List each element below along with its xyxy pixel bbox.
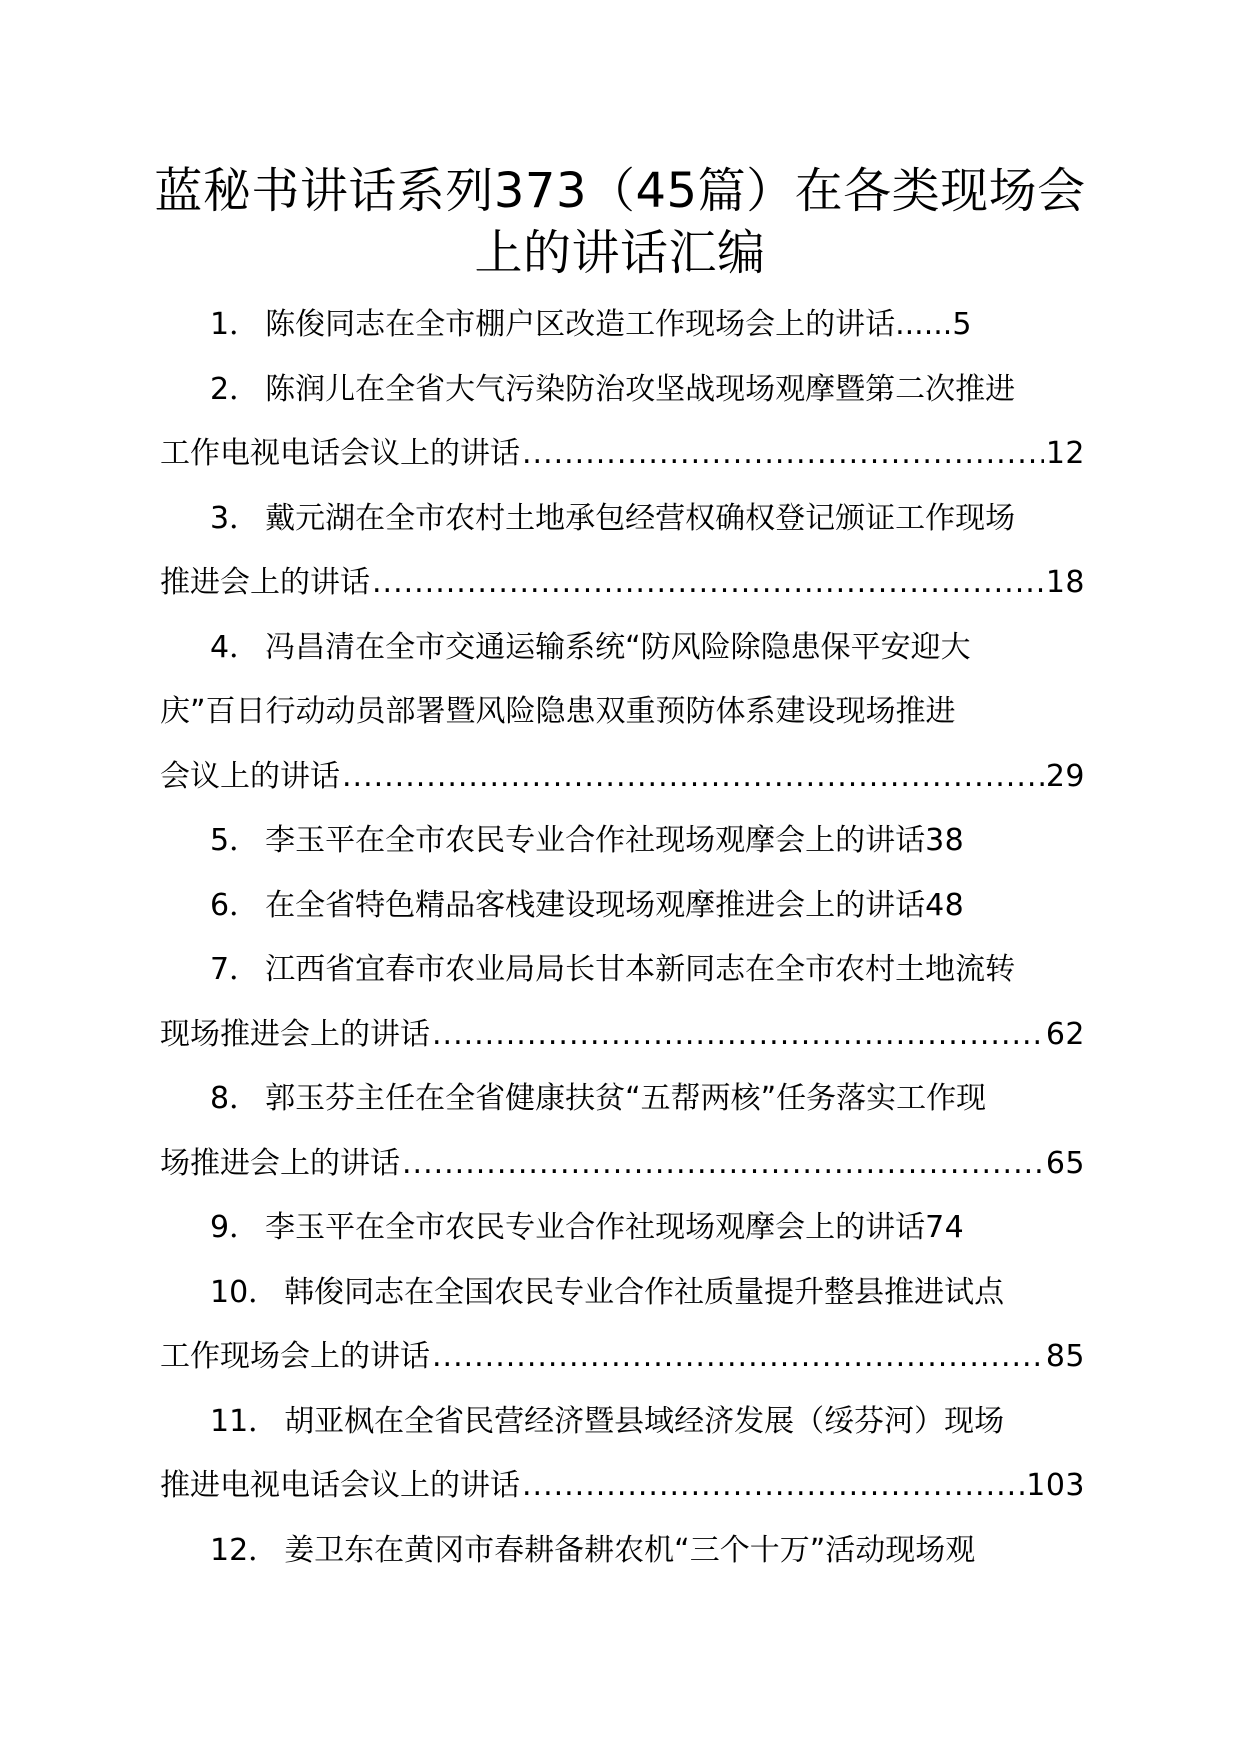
toc-entry-head: 8． 郭玉芬主任在全省健康扶贫“五帮两核”任务落实工作现: [210, 1081, 987, 1116]
title-line-1: 蓝秘书讲话系列373（45篇）在各类现场会: [154, 163, 1086, 219]
leader-dots: [342, 745, 1044, 810]
toc-entry-head: 12． 姜卫东在黄冈市春耕备耕农机“三个十万”活动现场观: [210, 1532, 976, 1568]
toc-entry-middle: 庆”百日行动动员部署暨风险隐患双重预防体系建设现场推进: [160, 694, 956, 729]
toc-entry-tail: 工作现场会上的讲话 ..... 85: [160, 1325, 1085, 1390]
toc-entry-4[interactable]: [160, 616, 1085, 810]
toc-page-number: 18: [1045, 565, 1085, 600]
toc-entry-9[interactable]: 9． 李玉平在全市农民专业合作社现场观摩会上的讲话 74: [160, 1196, 1085, 1261]
toc-entry-head: 2． 陈润儿在全省大气污染防治攻坚战现场观摩暨第二次推进: [210, 371, 1016, 407]
toc-page-number: 38: [925, 823, 965, 858]
leader-dots: [402, 1132, 1044, 1197]
toc-entry-tail: 工作电视电话会议上的讲话 ..... 12: [160, 422, 1085, 487]
toc-entry-2[interactable]: [160, 358, 1085, 487]
toc-page-number: 62: [1045, 1016, 1085, 1052]
toc-page-number: 74: [925, 1210, 965, 1245]
toc-page-number: 29: [1045, 758, 1085, 794]
toc-entry-head: 7． 江西省宜春市农业局局长甘本新同志在全市农村土地流转: [210, 952, 1016, 987]
toc-entry-1[interactable]: [160, 293, 1085, 358]
toc-page-number: 48: [925, 887, 965, 923]
toc-page-number: 85: [1045, 1339, 1085, 1374]
leader-dots: [522, 422, 1044, 487]
toc-page-number: 5: [952, 307, 972, 342]
toc-entry-11[interactable]: [160, 1390, 1085, 1519]
leader-dots: [372, 551, 1044, 616]
toc-entry-head: 11． 胡亚枫在全省民营经济暨县域经济发展（绥芬河）现场: [210, 1403, 1005, 1439]
toc-page-number: 12: [1045, 436, 1085, 471]
toc-entry-tail: 现场推进会上的讲话 ..... 62: [160, 1003, 1085, 1068]
table-of-contents: [160, 293, 1085, 1583]
title-line-2: 上的讲话汇编: [474, 225, 766, 281]
document-title: [150, 160, 1090, 284]
toc-entry-3[interactable]: [160, 487, 1085, 616]
toc-entry-head: 3． 戴元湖在全市农村土地承包经营权确权登记颁证工作现场: [210, 500, 1016, 536]
toc-entry-tail: 场推进会上的讲话 ..... 65: [160, 1132, 1085, 1197]
toc-page-number: 65: [1045, 1145, 1085, 1181]
toc-entry-8[interactable]: [160, 1067, 1085, 1196]
toc-entry-head: 4． 冯昌清在全市交通运输系统“防风险除隐患保平安迎大: [210, 629, 971, 665]
toc-entry-10[interactable]: [160, 1261, 1085, 1390]
leader-dots: [522, 1454, 1024, 1519]
toc-entry-tail: 会议上的讲话 ..... 29: [160, 745, 1085, 810]
leader-dots: [432, 1325, 1044, 1390]
toc-entry-6[interactable]: 6． 在全省特色精品客栈建设现场观摩推进会上的讲话 48: [160, 874, 1085, 939]
leader-dots: [432, 1003, 1044, 1068]
toc-entry-tail: 推进电视电话会议上的讲话 ..... 103: [160, 1454, 1085, 1519]
toc-entry-12[interactable]: [160, 1519, 1085, 1584]
toc-entry-tail: 推进会上的讲话 ..... 18: [160, 551, 1085, 616]
toc-entry-head: 10． 韩俊同志在全国农民专业合作社质量提升整县推进试点: [210, 1274, 1005, 1310]
toc-page-number: 103: [1026, 1468, 1085, 1503]
toc-entry-7[interactable]: [160, 938, 1085, 1067]
toc-entry-text: 1． 陈俊同志在全市棚户区改造工作现场会上的讲话......: [210, 307, 953, 342]
toc-entry-5[interactable]: 5． 李玉平在全市农民专业合作社现场观摩会上的讲话 38: [160, 809, 1085, 874]
